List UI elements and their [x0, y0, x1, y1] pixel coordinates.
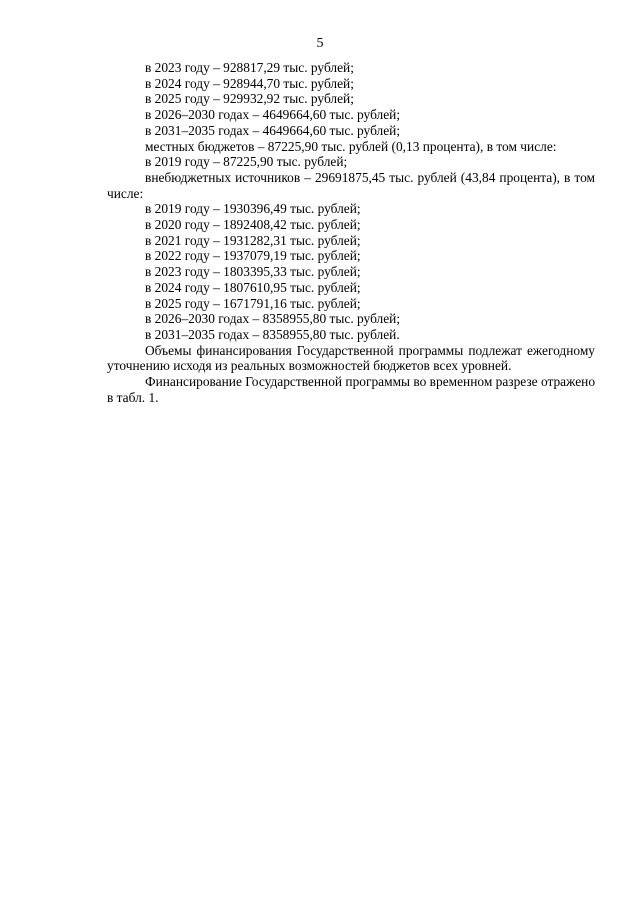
funding-line: в 2023 году – 1803395,33 тыс. рублей; — [145, 264, 361, 280]
funding-line: в 2031–2035 годах – 4649664,60 тыс. рублей; — [145, 122, 401, 138]
funding-line: в 2025 году – 929932,92 тыс. рублей; — [145, 91, 354, 107]
funding-line: в 2026–2030 годах – 4649664,60 тыс. рублей; — [145, 107, 401, 123]
funding-line: в 2031–2035 годах – 8358955,80 тыс. рублей. — [145, 326, 400, 342]
funding-line: в 2019 году – 1930396,49 тыс. рублей; — [145, 201, 361, 217]
funding-line: в 2022 году – 1937079,19 тыс. рублей; — [145, 248, 361, 264]
page-number: 5 — [316, 36, 324, 51]
funding-line: в 2021 году – 1931282,31 тыс. рублей; — [145, 232, 361, 248]
local-budgets-line: местных бюджетов – 87225,90 тыс. рублей (0,13 процента), в том числе: — [145, 138, 557, 154]
document-body — [107, 60, 595, 405]
funding-table-reference-paragraph: Финансирование Государственной программы во временном разрезе отражено в табл. 1. — [107, 374, 596, 405]
funding-line: в 2024 году – 928944,70 тыс. рублей; — [145, 75, 354, 91]
funding-volume-paragraph: Объемы финансирования Государственной программы подлежат ежегодному уточнению исходя из реальных возможностей бюджетов всех уровней. — [107, 342, 595, 374]
funding-line: в 2019 году – 87225,90 тыс. рублей; — [145, 154, 348, 170]
funding-line: в 2020 году – 1892408,42 тыс. рублей; — [145, 217, 361, 233]
funding-line: в 2023 году – 928817,29 тыс. рублей; — [145, 60, 354, 75]
funding-line: в 2024 году – 1807610,95 тыс. рублей; — [145, 279, 361, 295]
funding-line: в 2026–2030 годах – 8358955,80 тыс. рублей; — [145, 311, 401, 327]
funding-line: в 2025 году – 1671791,16 тыс. рублей; — [145, 295, 361, 311]
extrabudgetary-sources-paragraph: внебюджетных источников – 29691875,45 тыс. рублей (43,84 процента), в том числе: — [107, 169, 595, 201]
